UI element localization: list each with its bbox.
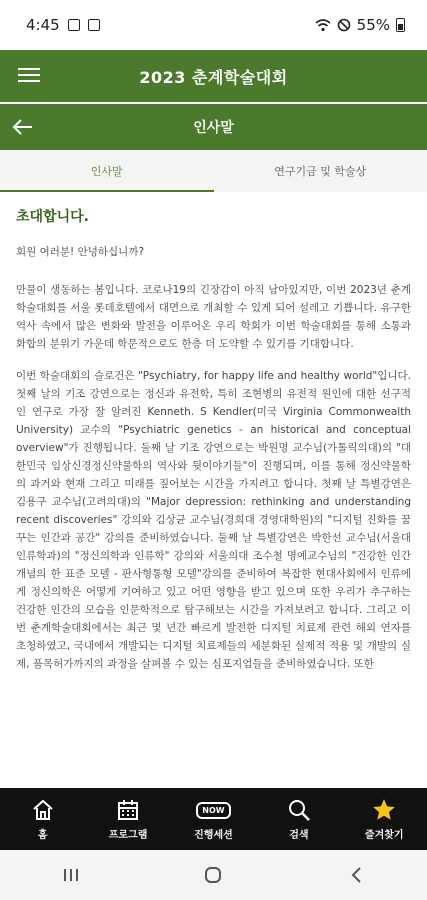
nav-search[interactable] [256, 788, 341, 850]
back-button[interactable] [326, 855, 386, 895]
greeting-content[interactable] [0, 192, 427, 788]
back-chevron-icon [350, 866, 362, 884]
wifi-icon [315, 18, 331, 32]
status-bar [0, 0, 427, 50]
tab-label: 인사말 [90, 165, 123, 178]
nav-current-session[interactable] [171, 788, 256, 850]
nav-label: 진행세션 [194, 830, 233, 841]
paragraph: 이번 학술대회의 슬로건은 "Psychiatry, for happy life and healthy world"입니다. 첫째 날의 기조 강연으로는 정신과 유전학, 특히 조현병의 유전적 원인에 대한 선구적인 연구로 가장 잘 알려진 Kenneth. S Kendler(미국 Virginia Commonwealth University) 교수의 "Psychiatric genetics - an historical and conceptual overview"가 진행됩니다. 둘째 날 기조 강연으로는 박원명 교수님(가톨릭의대)의 "대한민국 임상신경정신약물학의 역사와 뒷이야기들"이 진행되며, 이를 통해 정신약물학의 과거와 현재 그리고 미래를 짚어보는 시간을 가지려고 합니다. 첫째 날 특별강연은 김용구 교수님(고려의대)의 "Major depression: rethinking and understanding recent discoveries" 강의와 김상균 교수님(경희대 경영대학원)의 "디지털 진화를 꿈꾸는 인간과 공간" 강의를 준비하였습니다. 둘째 날 특별강연은 박한선 교수님(서울대 인류학과)의 "정신의학과 인류학" 강의와 서울의대 조수철 명예교수님의 "건강한 인간 개념의 한 표준 모델 - 판사형통형 모델"강의를 준비하여 복잡한 현대사회에서 인류에게 정신의학은 어떻게 기여하고 있고 어떤 영향을 받고 있으며 또한 우리가 추구하는 건강한 인간의 모습을 인문학적으로 탐구해보는 시간을 가져보려고 합니다. 그리고 이번 춘계학술대회에서는 최근 몇 년간 빠르게 발전한 디지털 치료제 관련 해외 연자를 초청하였고, 국내에서 개발되는 디지털 치료제들의 세분화된 실제적 적용 및 개발의 실제, 품목허가까지의 과정을 살펴볼 수 있는 심포지엄들을 준비하였습니다. 또한 [16, 370, 411, 670]
home-circle-icon [204, 866, 222, 884]
tab-greeting[interactable] [0, 150, 214, 192]
status-time: 4:45 [26, 16, 60, 34]
app-title: 2023 춘계학술대회 [139, 67, 288, 87]
battery-icon [396, 18, 405, 32]
tab-research-fund-awards[interactable] [214, 150, 427, 192]
star-icon [371, 797, 397, 823]
calendar-icon [116, 798, 140, 822]
now-icon: NOW [196, 802, 230, 819]
page-header [0, 104, 427, 150]
recent-apps-button[interactable] [41, 855, 101, 895]
paragraph: 만물이 생동하는 봄입니다. 코로나19의 긴장감이 아직 남아있지만, 이번 2023년 춘계학술대회를 서울 롯데호텔에서 대면으로 개최할 수 있게 되어 설레고 기쁩니다. 유구한 역사 속에서 많은 변화와 발전을 이루어온 우리 학회가 이번 학술대회를 통해 소통과 화합의 분위기 가운데 학문적으로도 한층 더 도약할 수 있기를 기대합니다. [16, 284, 411, 350]
system-nav-bar [0, 850, 427, 900]
content-heading: 초대합니다. [16, 209, 89, 225]
nav-label: 홈 [37, 830, 48, 841]
nav-program[interactable] [86, 788, 171, 850]
greeting-line: 회원 여러분! 안녕하십니까? [16, 246, 145, 258]
page-title: 인사말 [193, 120, 234, 136]
nav-home[interactable] [0, 788, 85, 850]
do-not-disturb-icon [337, 18, 351, 32]
home-icon [31, 798, 55, 822]
bottom-nav [0, 788, 427, 850]
nav-label: 즐겨찾기 [364, 830, 404, 841]
home-button[interactable] [183, 855, 243, 895]
recent-apps-icon [62, 867, 80, 883]
app-bar [0, 50, 427, 102]
nav-label: 프로그램 [108, 830, 148, 841]
gallery-notification-icon [68, 19, 80, 31]
back-arrow-icon[interactable] [10, 115, 36, 139]
nav-favorites[interactable] [342, 788, 427, 850]
menu-icon[interactable] [18, 64, 40, 86]
battery-percent: 55% [356, 16, 390, 34]
search-icon [287, 798, 311, 822]
app-notification-icon [88, 19, 100, 31]
tab-bar [0, 150, 427, 192]
tab-label: 연구기금 및 학술상 [274, 165, 367, 178]
nav-label: 검색 [289, 830, 309, 841]
